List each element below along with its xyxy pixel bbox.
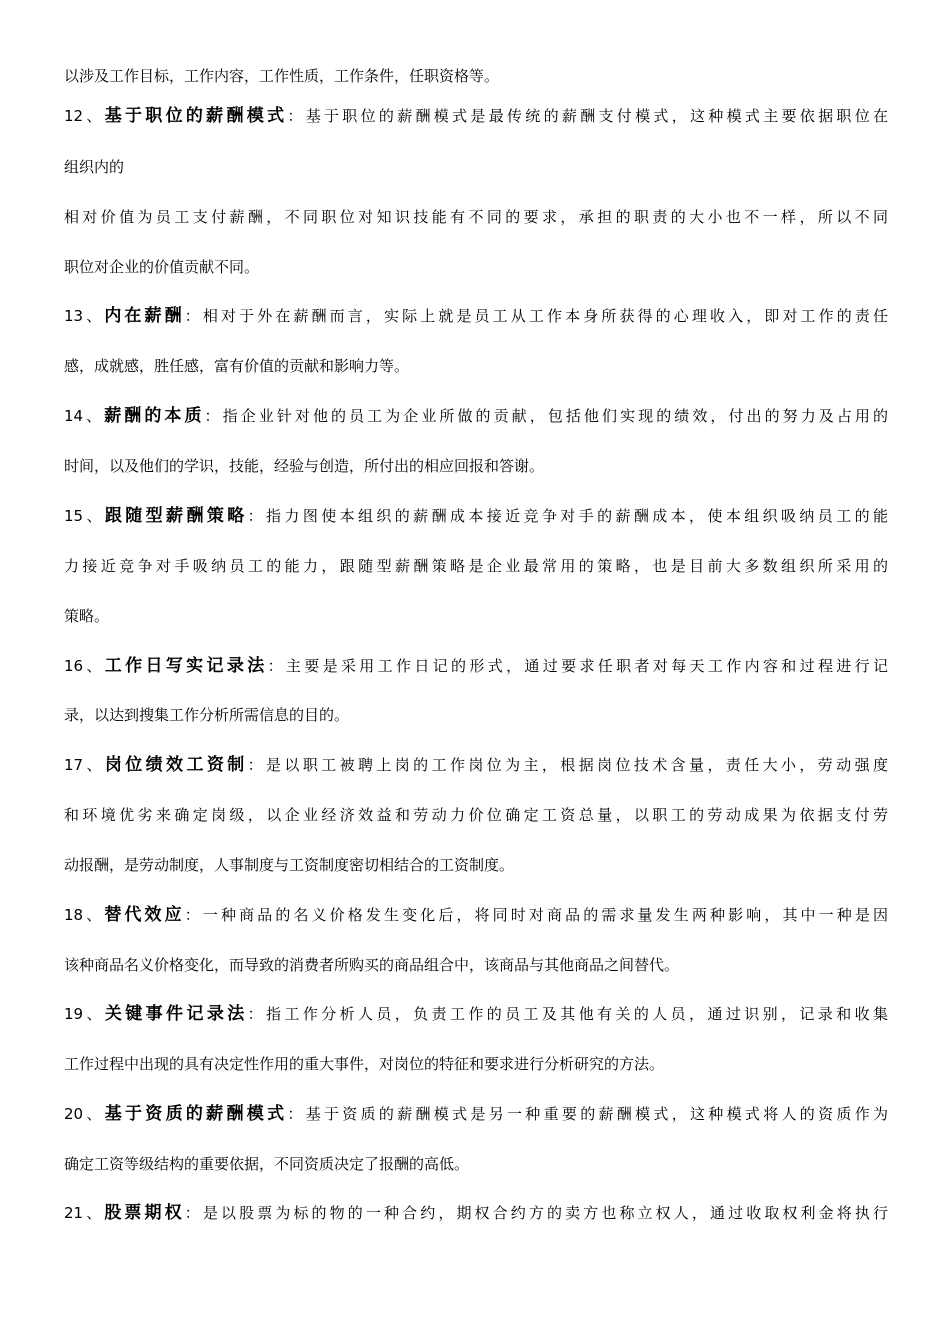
term-heading: 薪酬的本质 <box>104 406 205 426</box>
definition-item-12: 12、基于职位的薪酬模式：基于职位的薪酬模式是最传统的薪酬支付模式，这种模式主要依据职位在 <box>64 106 888 126</box>
text-line: 以涉及工作目标，工作内容，工作性质，工作条件，任职资格等。 <box>64 67 500 85</box>
term-heading: 基于资质的薪酬模式 <box>104 1104 288 1124</box>
definition-item-19: 19、关键事件记录法：指工作分析人员，负责工作的员工及其他有关的人员，通过识别，记录和收集 <box>64 1004 888 1024</box>
item-number: 13、 <box>64 307 105 325</box>
text-line: 工作过程中出现的具有决定性作用的重大事件，对岗位的特征和要求进行分析研究的方法。 <box>64 1055 665 1073</box>
term-heading: 基于职位的薪酬模式 <box>104 106 288 126</box>
definition-text: 一种商品的名义价格发生变化后，将同时对商品的需求量发生两种影响，其中一种是因 <box>202 906 888 924</box>
definition-text: 指工作分析人员，负责工作的员工及其他有关的人员，通过识别，记录和收集 <box>266 1005 888 1023</box>
term-heading: 跟随型薪酬策略 <box>104 506 248 526</box>
item-number: 17、 <box>64 756 105 774</box>
text-line: 时间，以及他们的学识，技能，经验与创造，所付出的相应回报和答谢。 <box>64 457 545 475</box>
item-number: 18、 <box>64 906 105 924</box>
definition-text: 是以职工被聘上岗的工作岗位为主，根据岗位技术含量，责任大小，劳动强度 <box>266 756 888 774</box>
definition-text: 基于资质的薪酬模式是另一种重要的薪酬模式，这种模式将人的资质作为 <box>305 1105 888 1123</box>
definition-item-17: 17、岗位绩效工资制：是以职工被聘上岗的工作岗位为主，根据岗位技术含量，责任大小，劳动强度 <box>64 755 888 775</box>
term-heading: 股票期权 <box>104 1203 185 1223</box>
text-line: 力接近竞争对手吸纳员工的能力，跟随型薪酬策略是企业最常用的策略，也是目前大多数组织所采用的 <box>64 557 888 575</box>
text-line: 确定工资等级结构的重要依据，不同资质决定了报酬的高低。 <box>64 1155 470 1173</box>
text-line: 录，以达到搜集工作分析所需信息的目的。 <box>64 706 350 724</box>
term-heading: 关键事件记录法 <box>104 1004 248 1024</box>
term-heading: 工作日写实记录法 <box>104 656 268 676</box>
definition-text: 指力图使本组织的薪酬成本接近竞争对手的薪酬成本，使本组织吸纳员工的能 <box>266 507 888 525</box>
definition-item-20: 20、基于资质的薪酬模式：基于资质的薪酬模式是另一种重要的薪酬模式，这种模式将人的资质作为 <box>64 1104 888 1124</box>
definition-item-13: 13、内在薪酬：相对于外在薪酬而言，实际上就是员工从工作本身所获得的心理收入，即对工作的责任 <box>64 306 888 326</box>
definition-text: 基于职位的薪酬模式是最传统的薪酬支付模式，这种模式主要依据职位在 <box>305 107 888 125</box>
definition-item-21: 21、股票期权：是以股票为标的物的一种合约，期权合约方的卖方也称立权人，通过收取权利金将执行 <box>64 1203 888 1223</box>
term-heading: 岗位绩效工资制 <box>104 755 248 775</box>
item-number: 20、 <box>64 1105 105 1123</box>
text-line: 组织内的 <box>64 158 125 176</box>
definition-text: 相对于外在薪酬而言，实际上就是员工从工作本身所获得的心理收入，即对工作的责任 <box>202 307 888 325</box>
text-line: 感，成就感，胜任感，富有价值的贡献和影响力等。 <box>64 357 410 375</box>
term-heading: 内在薪酬 <box>104 306 185 326</box>
definition-item-15: 15、跟随型薪酬策略：指力图使本组织的薪酬成本接近竞争对手的薪酬成本，使本组织吸纳员工的能 <box>64 506 888 526</box>
definition-item-14: 14、薪酬的本质：指企业针对他的员工为企业所做的贡献，包括他们实现的绩效，付出的努力及占用的 <box>64 406 888 426</box>
text-line: 和环境优劣来确定岗级，以企业经济效益和劳动力价位确定工资总量，以职工的劳动成果为依据支付劳 <box>64 806 888 824</box>
item-number: 14、 <box>64 407 105 425</box>
text-line: 该种商品名义价格变化，而导致的消费者所购买的商品组合中，该商品与其他商品之间替代。 <box>64 956 680 974</box>
item-number: 19、 <box>64 1005 105 1023</box>
text-line: 动报酬，是劳动制度，人事制度与工资制度密切相结合的工资制度。 <box>64 856 515 874</box>
text-line: 职位对企业的价值贡献不同。 <box>64 258 260 276</box>
item-number: 21、 <box>64 1204 105 1222</box>
definition-text: 是以股票为标的物的一种合约，期权合约方的卖方也称立权人，通过收取权利金将执行 <box>202 1204 888 1222</box>
item-number: 12、 <box>64 107 105 125</box>
text-line: 策略。 <box>64 607 110 625</box>
definition-item-16: 16、工作日写实记录法：主要是采用工作日记的形式，通过要求任职者对每天工作内容和过程进行记 <box>64 656 888 676</box>
term-heading: 替代效应 <box>104 905 185 925</box>
item-number: 15、 <box>64 507 105 525</box>
item-number: 16、 <box>64 657 105 675</box>
definition-text: 指企业针对他的员工为企业所做的贡献，包括他们实现的绩效，付出的努力及占用的 <box>222 407 888 425</box>
definition-text: 主要是采用工作日记的形式，通过要求任职者对每天工作内容和过程进行记 <box>285 657 888 675</box>
text-line: 相对价值为员工支付薪酬，不同职位对知识技能有不同的要求，承担的职责的大小也不一样，所以不同 <box>64 208 888 226</box>
definition-item-18: 18、替代效应：一种商品的名义价格发生变化后，将同时对商品的需求量发生两种影响，其中一种是因 <box>64 905 888 925</box>
